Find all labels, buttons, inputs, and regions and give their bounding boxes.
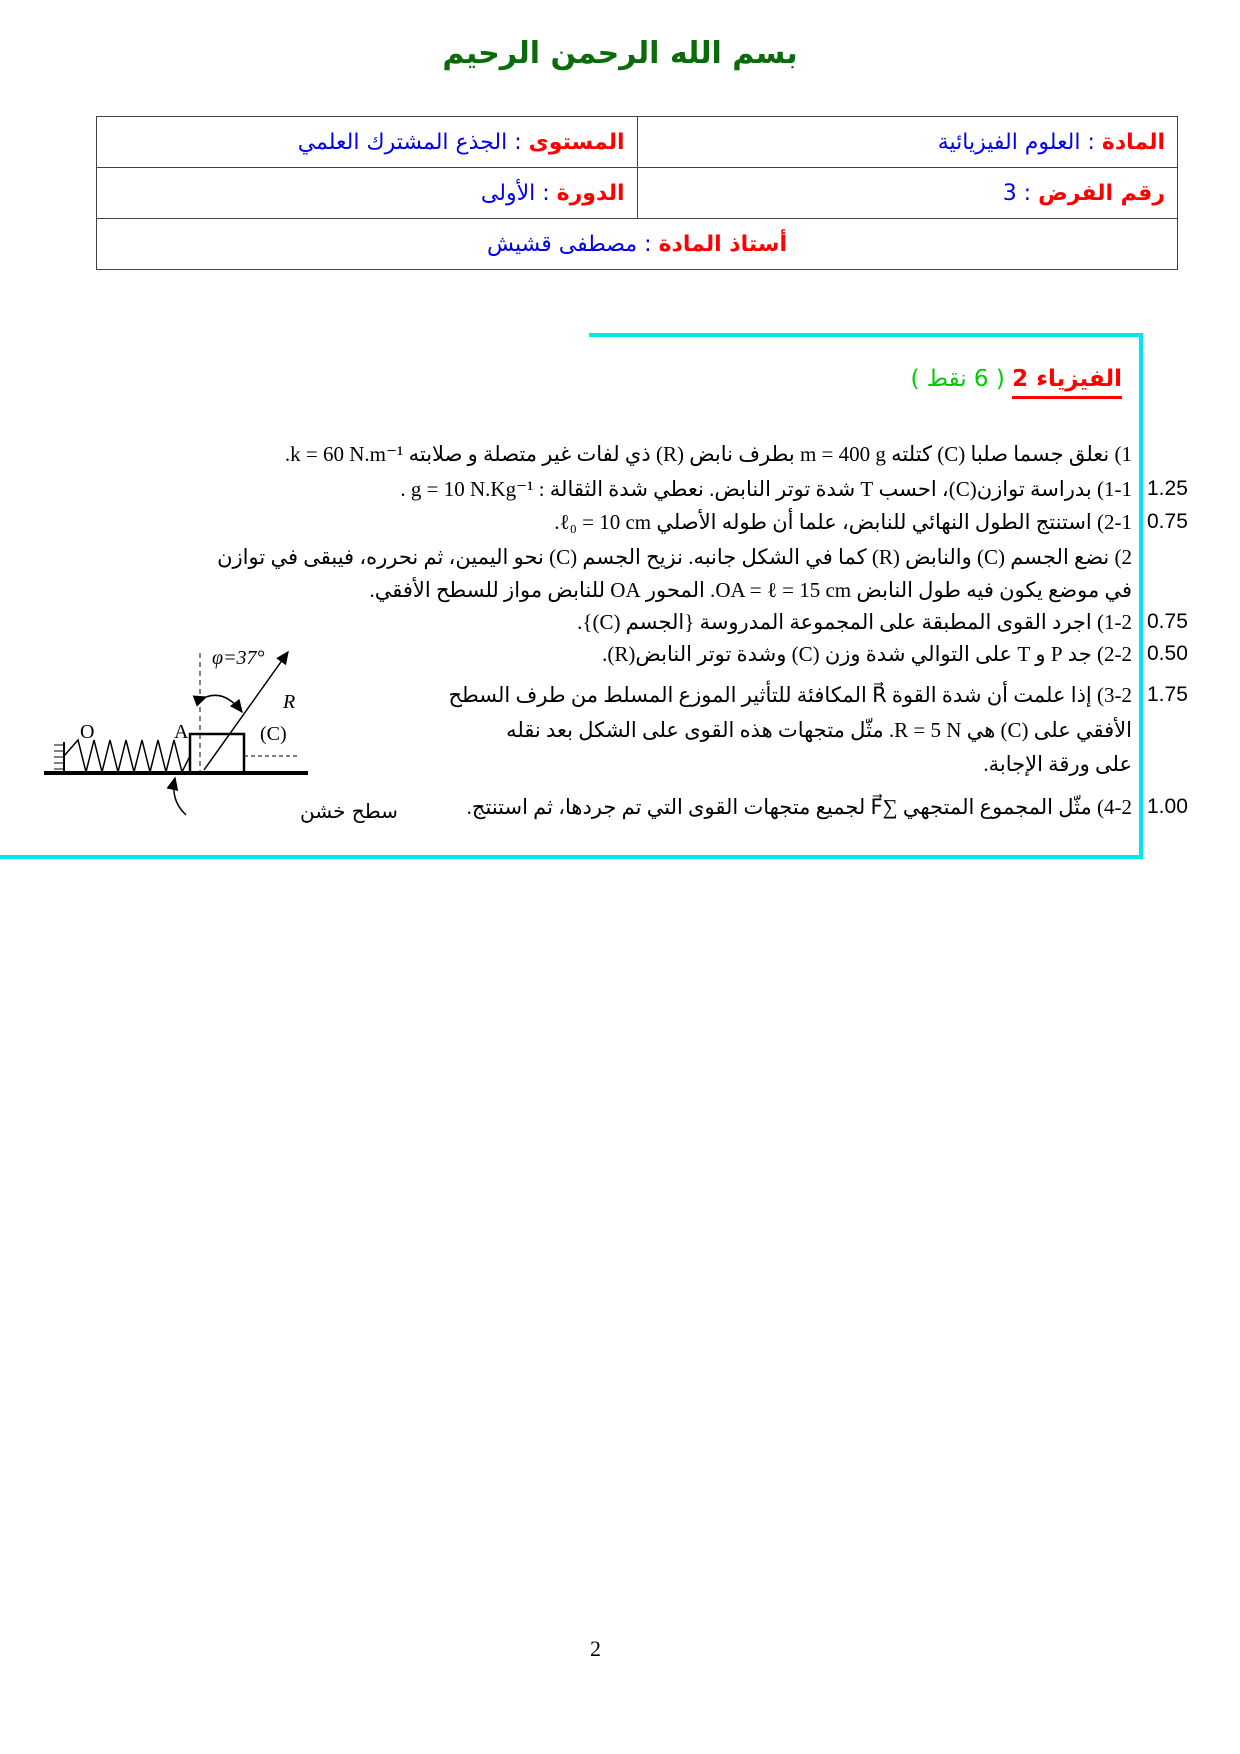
spring-block-figure [0, 0, 398, 860]
subject-value: العلوم الفيزيائية [937, 129, 1081, 155]
surface-label: سطح خشن [300, 799, 398, 823]
separator: : [1016, 180, 1039, 206]
test-number-cell [637, 168, 1178, 219]
question-line: على ورقة الإجابة. [983, 752, 1132, 776]
body-label: (C) [260, 723, 287, 745]
angle-arc-icon [206, 695, 242, 712]
question-line: 2-2) جد P و T على التوالي شدة وزن (C) وشدة توتر النابض(R). [602, 642, 1132, 666]
wall-icon [54, 742, 64, 773]
question-line: 4-2) مثّل المجموع المتجهي ∑F⃗ لجميع متجهات القوى التي تم جردها، ثم استنتج. [466, 795, 1132, 819]
question-score: 1.00 [1147, 795, 1188, 818]
level-label: المستوى [528, 129, 625, 155]
exercise-heading [910, 366, 1122, 392]
level-value: الجذع المشترك العلمي [297, 129, 508, 155]
subject-label: المادة [1101, 129, 1165, 155]
question-line: في موضع يكون فيه طول النابض OA = ℓ = 15 cm. المحور OA للنابض مواز للسطح الأفقي. [369, 578, 1132, 602]
teacher-label: أستاذ المادة [658, 231, 788, 257]
session-value: الأولى [480, 180, 536, 206]
teacher-value: مصطفى قشيش [486, 231, 638, 257]
question-score: 0.75 [1147, 510, 1188, 533]
question-score: 1.75 [1147, 683, 1188, 706]
question-line: 1) نعلق جسما صلبا (C) كتلته m = 400 g بطرف نابض (R) ذي لفات غير متصلة و صلابته k = 60 N.m⁻¹. [284, 442, 1132, 466]
separator: : [637, 231, 659, 257]
test-number-value: 3 [1002, 180, 1017, 206]
point-o-label: O [80, 721, 95, 743]
test-number-label: رقم الفرض [1038, 180, 1165, 206]
basmala: بسم الله الرحمن الرحيم [442, 36, 798, 71]
exercise-points: ( 6 نقط ) [910, 366, 1005, 392]
block-c [190, 734, 244, 773]
surface-pointer-arrow [174, 778, 186, 815]
question-line: 2-1) استنتج الطول النهائي للنابض، علما أن طوله الأصلي ℓ₀ = 10 cm. [554, 510, 1132, 534]
separator: : [535, 180, 557, 206]
question-score: 1.25 [1147, 477, 1188, 500]
question-line: الأفقي على (C) هي R = 5 N. مثّل متجهات هذه القوى على الشكل بعد نقله [506, 718, 1132, 742]
frame-border-top [589, 333, 1143, 337]
question-line: 2) نضع الجسم (C) والنابض (R) كما في الشكل جانبه. نزيح الجسم (C) نحو اليمين، ثم نحرره، فيبقى في توازن [217, 545, 1132, 569]
force-label: R⃗ [283, 691, 311, 713]
reaction-force-arrow [204, 652, 288, 770]
question-score: 0.75 [1147, 610, 1188, 633]
spring-icon [64, 740, 190, 772]
session-label: الدورة [556, 180, 625, 206]
frame-border-right [1139, 333, 1143, 859]
page-number: 2 [590, 1636, 601, 1661]
separator: : [1080, 129, 1102, 155]
subject-cell [637, 117, 1178, 168]
question-line: 1-2) اجرد القوى المطبقة على المجموعة المدروسة {الجسم (C)}. [577, 610, 1132, 634]
point-a-label: A [174, 721, 189, 743]
separator: : [507, 129, 529, 155]
angle-label: φ=37° [212, 647, 265, 669]
question-line: 1-1) بدراسة توازن(C)، احسب T شدة توتر النابض. نعطي شدة الثقالة : g = 10 N.Kg⁻¹ . [400, 477, 1132, 501]
question-score: 0.50 [1147, 642, 1188, 665]
question-line: 3-2) إذا علمت أن شدة القوة R⃗ المكافئة للتأثير الموزع المسلط من طرف السطح [448, 683, 1132, 707]
exercise-title: الفيزياء 2 [1012, 366, 1122, 399]
